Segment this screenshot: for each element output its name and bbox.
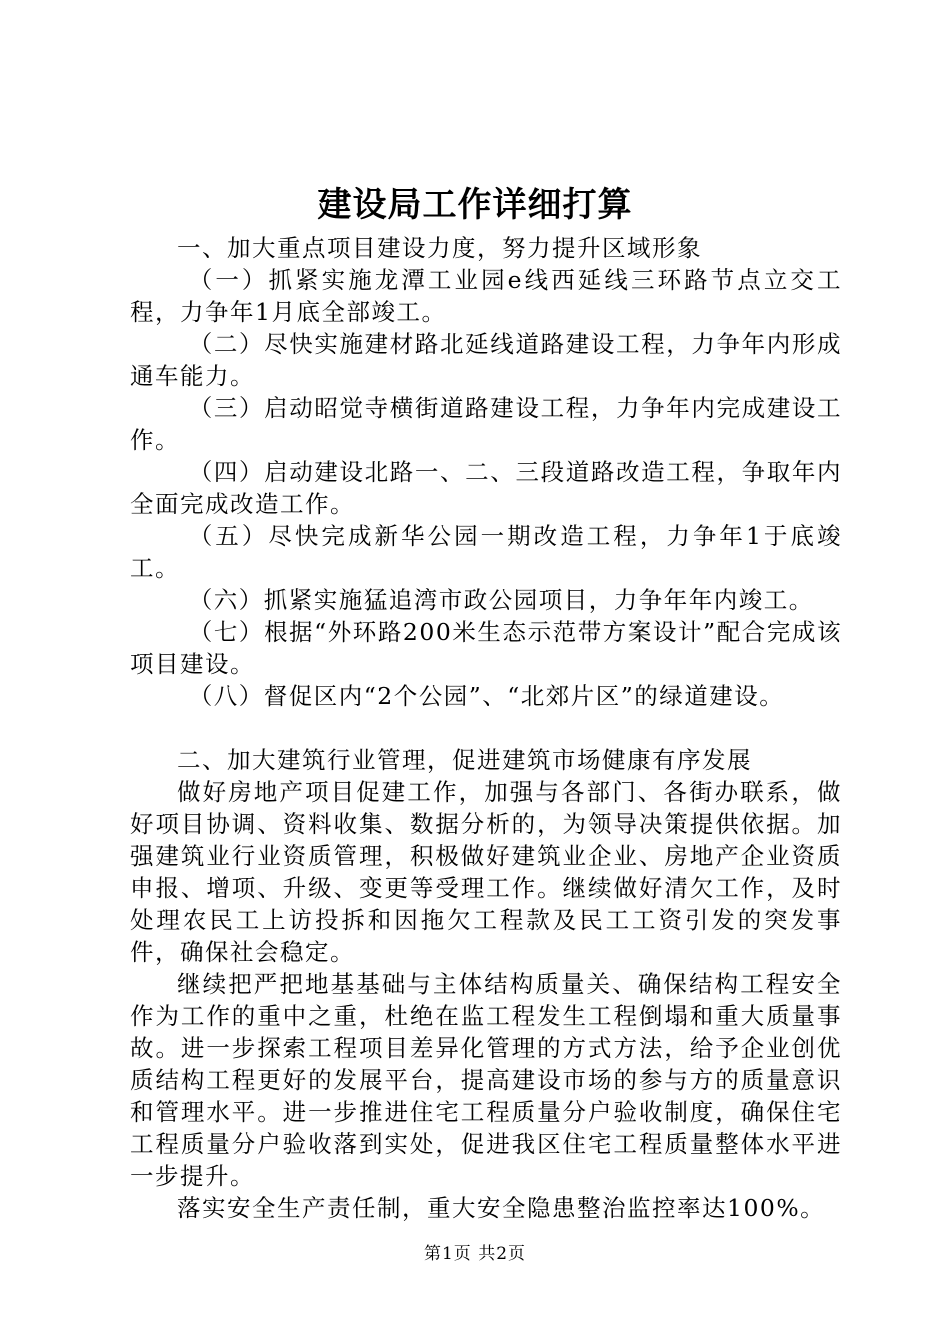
section1-item-5: （五）尽快完成新华公园一期改造工程，力争年1于底竣工。 xyxy=(130,522,842,582)
section1-item-2: （二）尽快实施建材路北延线道路建设工程，力争年内形成通车能力。 xyxy=(130,330,842,390)
section2-paragraph-3: 落实安全生产责任制，重大安全隐患整治监控率达100%。 xyxy=(177,1194,826,1222)
document-body xyxy=(130,232,842,1224)
section2-paragraph-2: 继续把严把地基基础与主体结构质量关、确保结构工程安全作为工作的重中之重，杜绝在监工程发生工程倒塌和重大质量事故。进一步探索工程项目差异化管理的方式方法，给予企业创优质结构工程更好的发展平台，提高建设市场的参与方的质量意识和管理水平。进一步推进住宅工程质量分户验收制度，确保住宅工程质量分户验收落到实处，促进我区住宅工程质量整体水平进一步提升。 xyxy=(130,970,842,1190)
section1-item-4: （四）启动建设北路一、二、三段道路改造工程，争取年内全面完成改造工作。 xyxy=(130,458,842,518)
page-footer: 第1页 共2页 xyxy=(423,1244,527,1264)
section1-item-3: （三）启动昭觉寺横街道路建设工程，力争年内完成建设工作。 xyxy=(130,394,842,454)
document-title: 建设局工作详细打算 xyxy=(317,185,633,225)
section1-item-7: （七）根据“外环路200米生态示范带方案设计”配合完成该项目建设。 xyxy=(130,618,842,678)
section-heading-1: 一、加大重点项目建设力度，努力提升区域形象 xyxy=(177,234,702,262)
section1-item-8: （八）督促区内“2个公园”、“北郊片区”的绿道建设。 xyxy=(188,682,785,710)
section2-paragraph-1: 做好房地产项目促建工作，加强与各部门、各街办联系，做好项目协调、资料收集、数据分析的，为领导决策提供依据。加强建筑业行业资质管理，积极做好建筑业企业、房地产企业资质申报、增项、升级、变更等受理工作。继续做好清欠工作，及时处理农民工上访投拆和因拖欠工程款及民工工资引发的突发事件，确保社会稳定。 xyxy=(130,778,842,966)
section1-item-6: （六）抓紧实施猛追湾市政公园项目，力争年年内竣工。 xyxy=(188,586,814,614)
section-spacer xyxy=(130,712,842,744)
section-heading-2: 二、加大建筑行业管理，促进建筑市场健康有序发展 xyxy=(177,746,752,774)
section1-item-1: （一）抓紧实施龙潭工业园e线西延线三环路节点立交工程，力争年1月底全部竣工。 xyxy=(130,266,842,326)
